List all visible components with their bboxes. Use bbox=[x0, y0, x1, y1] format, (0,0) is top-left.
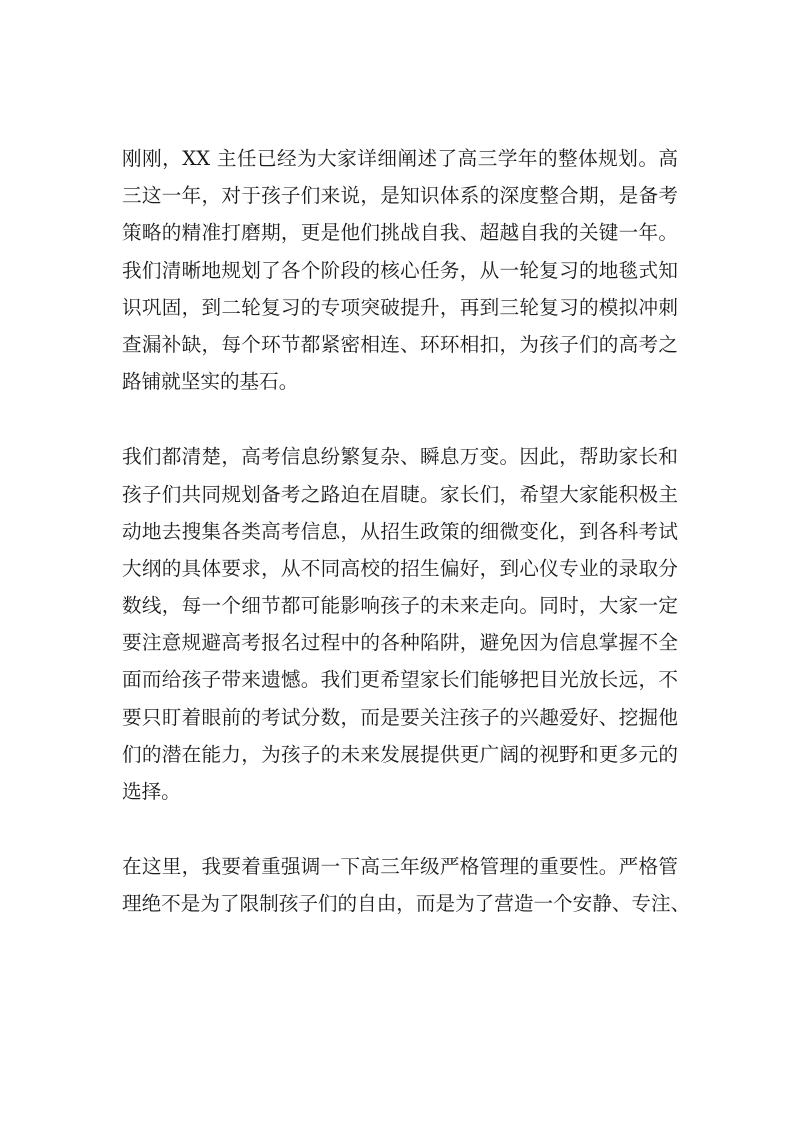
text-line: 三这一年，对于孩子们来说，是知识体系的深度整合期，是备考 bbox=[122, 184, 678, 208]
text-line: 我们清晰地规划了各个阶段的核心任务，从一轮复习的地毯式知 bbox=[122, 258, 678, 282]
text-line: 策略的精准打磨期，更是他们挑战自我、超越自我的关键一年。 bbox=[122, 221, 678, 245]
text-line: 要注意规避高考报名过程中的各种陷阱，避免因为信息掌握不全 bbox=[122, 631, 678, 655]
text-line: 选择。 bbox=[122, 780, 181, 803]
paragraph-2 bbox=[122, 438, 678, 810]
text-line: 数线，每一个细节都可能影响孩子的未来走向。同时，大家一定 bbox=[122, 594, 678, 618]
text-line: 在这里，我要着重强调一下高三年级严格管理的重要性。严格管 bbox=[122, 855, 678, 879]
text-line: 们的潜在能力，为孩子的未来发展提供更广阔的视野和更多元的 bbox=[122, 742, 678, 766]
text-line: 动地去搜集各类高考信息，从招生政策的细微变化，到各科考试 bbox=[122, 519, 678, 543]
text-line: 我们都清楚，高考信息纷繁复杂、瞬息万变。因此，帮助家长和 bbox=[122, 445, 678, 469]
text-line: 路铺就坚实的基石。 bbox=[122, 370, 299, 394]
text-line: 识巩固，到二轮复习的专项突破提升，再到三轮复习的模拟冲刺 bbox=[122, 295, 678, 319]
document-body bbox=[122, 140, 691, 961]
text-line: 刚刚，XX 主任已经为大家详细阐述了高三学年的整体规划。高 bbox=[122, 147, 678, 170]
paragraph-3 bbox=[122, 848, 691, 922]
text-line: 理绝不是为了限制孩子们的自由，而是为了营造一个安静、专注、 bbox=[122, 892, 691, 916]
text-line: 查漏补缺，每个环节都紧密相连、环环相扣，为孩子们的高考之 bbox=[122, 332, 678, 356]
text-line: 大纲的具体要求，从不同高校的招生偏好，到心仪专业的录取分 bbox=[122, 556, 678, 580]
paragraph-1 bbox=[122, 140, 678, 400]
text-line: 面而给孩子带来遗憾。我们更希望家长们能够把目光放长远，不 bbox=[122, 668, 678, 692]
text-line: 孩子们共同规划备考之路迫在眉睫。家长们，希望大家能积极主 bbox=[122, 482, 678, 506]
text-line: 要只盯着眼前的考试分数，而是要关注孩子的兴趣爱好、挖掘他 bbox=[122, 705, 678, 729]
